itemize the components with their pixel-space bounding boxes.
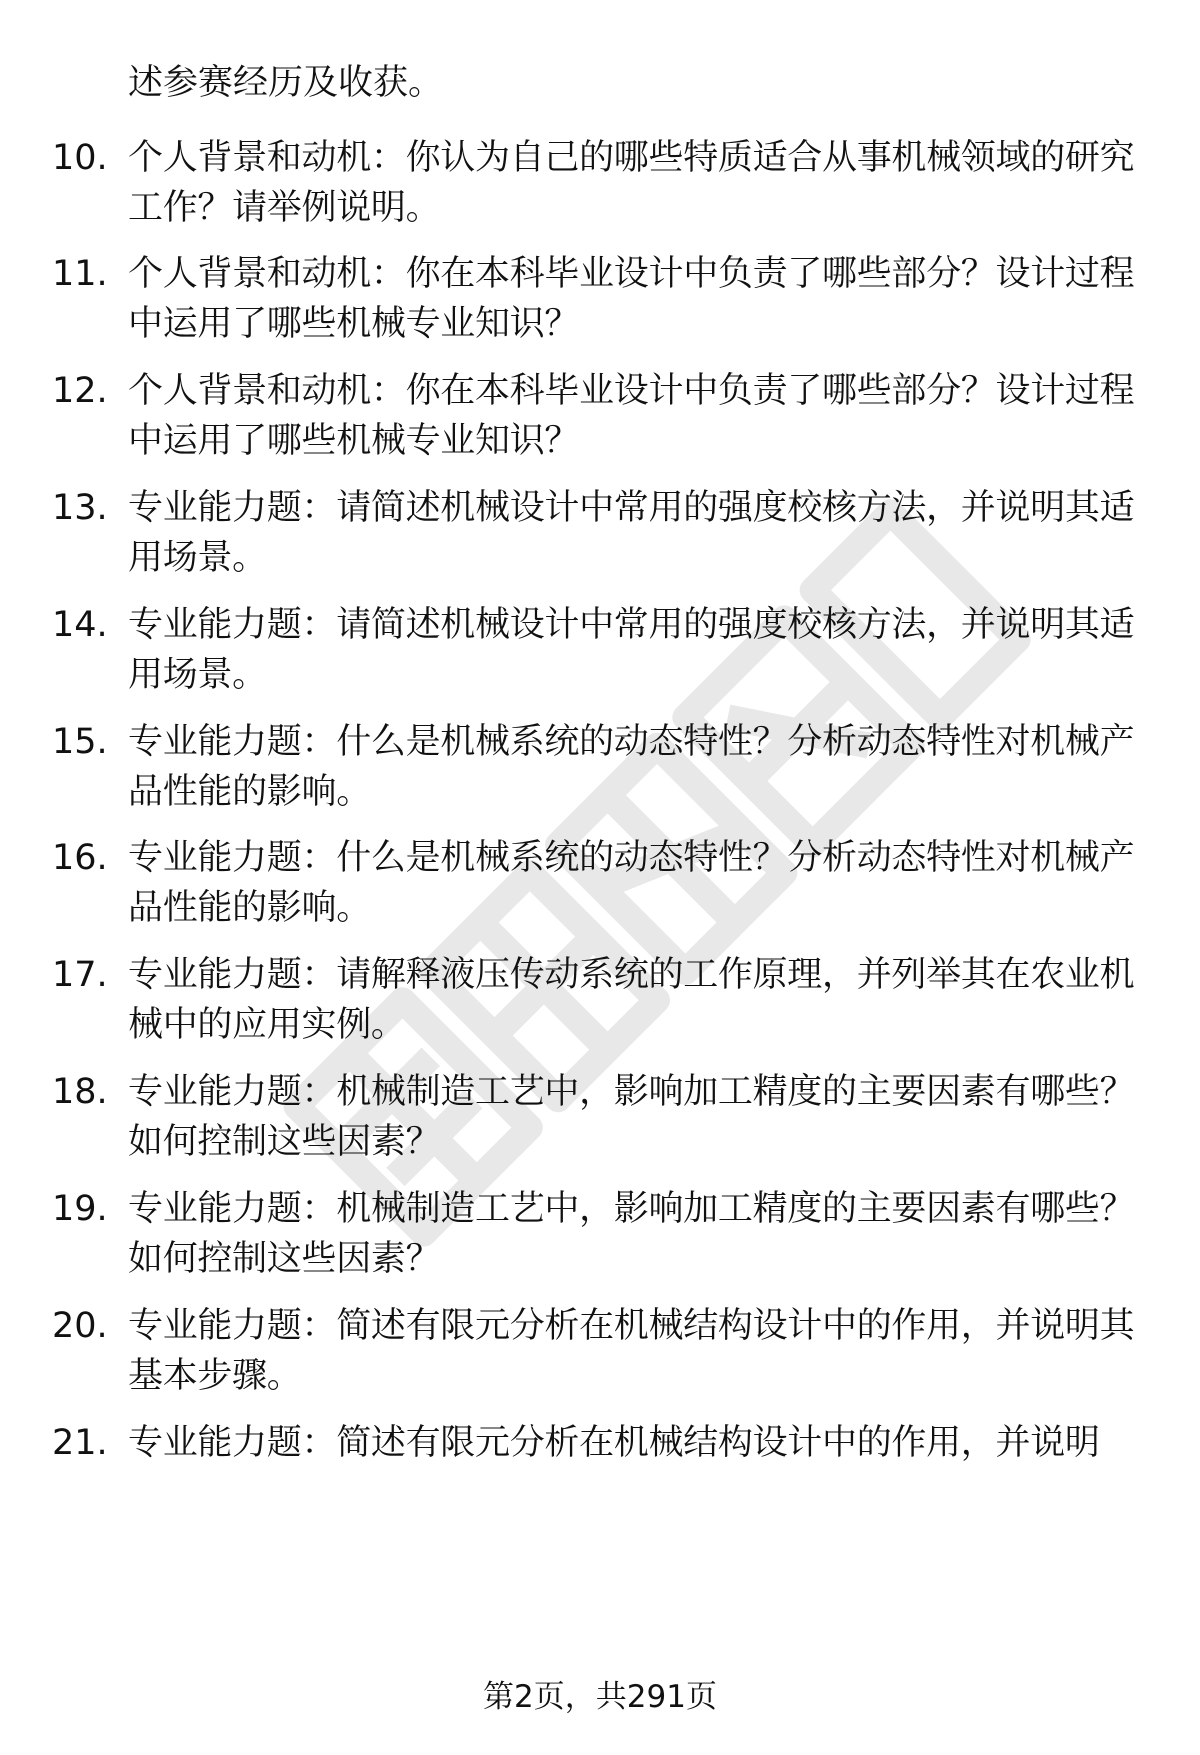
list-item xyxy=(0,1184,1200,1294)
item-text: 专业能力题：什么是机械系统的动态特性？分析动态特性对机械产品性能的影响。 xyxy=(128,722,1135,812)
list-item xyxy=(0,600,1200,710)
item-number: 10. xyxy=(52,138,108,178)
item-text: 个人背景和动机：你在本科毕业设计中负责了哪些部分？设计过程中运用了哪些机械专业知识？ xyxy=(128,254,1135,344)
list-item xyxy=(0,717,1200,827)
list-item xyxy=(0,950,1200,1060)
item-text: 专业能力题：请简述机械设计中常用的强度校核方法，并说明其适用场景。 xyxy=(128,605,1135,695)
item-number: 20. xyxy=(52,1306,108,1346)
page-footer: 第2页，共291页 xyxy=(483,1679,717,1715)
item-text: 专业能力题：机械制造工艺中，影响加工精度的主要因素有哪些？如何控制这些因素？ xyxy=(128,1189,1135,1279)
list-item xyxy=(0,833,1200,943)
item-number: 12. xyxy=(52,371,108,411)
list-item xyxy=(0,249,1200,359)
item-text: 个人背景和动机：你在本科毕业设计中负责了哪些部分？设计过程中运用了哪些机械专业知识？ xyxy=(128,371,1135,461)
item-number: 18. xyxy=(52,1072,108,1112)
list-item xyxy=(0,1067,1200,1177)
item-number: 17. xyxy=(52,955,108,995)
item-number: 13. xyxy=(52,488,108,528)
list-item xyxy=(0,133,1200,243)
list-item xyxy=(0,1301,1200,1411)
item-text: 专业能力题：机械制造工艺中，影响加工精度的主要因素有哪些？如何控制这些因素？ xyxy=(128,1072,1135,1162)
list-item xyxy=(0,483,1200,593)
item-number: 15. xyxy=(52,722,108,762)
item-number: 21. xyxy=(52,1423,108,1463)
item-text: 专业能力题：请简述机械设计中常用的强度校核方法，并说明其适用场景。 xyxy=(128,488,1135,578)
item-number: 19. xyxy=(52,1189,108,1229)
continuation-text: 述参赛经历及收获。 xyxy=(128,63,444,103)
list-item xyxy=(0,366,1200,476)
item-text: 个人背景和动机：你认为自己的哪些特质适合从事机械领域的研究工作？请举例说明。 xyxy=(128,138,1135,228)
item-text: 专业能力题：简述有限元分析在机械结构设计中的作用，并说明 xyxy=(128,1423,1100,1463)
list-item xyxy=(0,1418,1200,1528)
item-number: 16. xyxy=(52,838,108,878)
item-text: 专业能力题：简述有限元分析在机械结构设计中的作用，并说明其基本步骤。 xyxy=(128,1306,1135,1396)
item-text: 专业能力题：请解释液压传动系统的工作原理，并列举其在农业机械中的应用实例。 xyxy=(128,955,1135,1045)
item-number: 14. xyxy=(52,605,108,645)
item-text: 专业能力题：什么是机械系统的动态特性？分析动态特性对机械产品性能的影响。 xyxy=(128,838,1135,928)
item-number: 11. xyxy=(52,254,108,294)
